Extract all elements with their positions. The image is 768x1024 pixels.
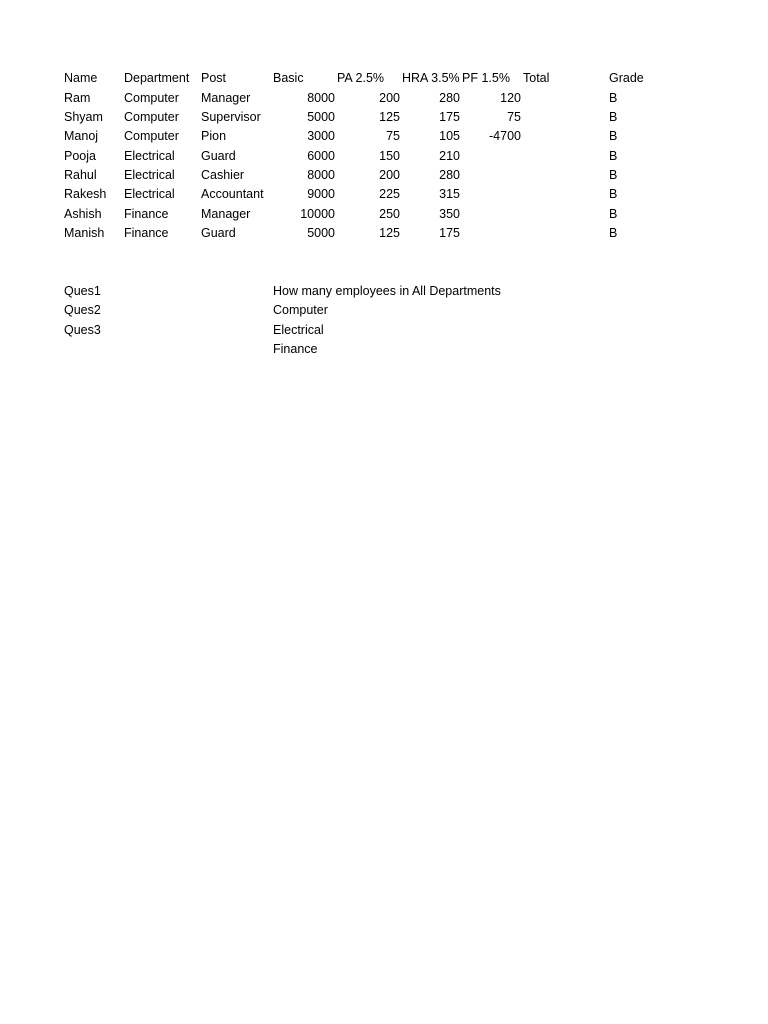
cell-hra[interactable]: 280 [439, 168, 460, 182]
cell-pa[interactable]: 250 [379, 207, 400, 221]
cell-pf[interactable] [462, 147, 521, 166]
cell-department[interactable]: Computer [124, 110, 179, 124]
cell-department[interactable]: Computer [124, 129, 179, 143]
cell-pf[interactable] [462, 224, 521, 243]
cell-department[interactable]: Electrical [124, 168, 175, 182]
header-post[interactable]: Post [201, 71, 227, 85]
cell-basic[interactable]: 8000 [307, 168, 335, 182]
cell-name[interactable]: Rakesh [64, 187, 107, 201]
cell-name[interactable]: Pooja [64, 149, 96, 163]
cell-name[interactable]: Manoj [64, 129, 99, 143]
cell-pa[interactable]: 200 [379, 91, 400, 105]
cell-basic[interactable]: 6000 [307, 149, 335, 163]
cell-pa[interactable]: 150 [379, 149, 400, 163]
cell-name[interactable]: Rahul [64, 168, 97, 182]
cell-hra[interactable]: 210 [439, 149, 460, 163]
question-text[interactable]: How many employees in All Departments [273, 284, 501, 298]
cell-department[interactable]: Computer [124, 91, 179, 105]
question-label-2[interactable]: Ques2 [64, 303, 101, 317]
cell-pf[interactable]: -4700 [489, 129, 521, 143]
cell-basic[interactable]: 5000 [307, 226, 335, 240]
question-dept-computer[interactable]: Computer [273, 303, 328, 317]
cell-grade[interactable]: B [609, 187, 618, 201]
cell-post[interactable]: Guard [201, 149, 236, 163]
cell-grade[interactable]: B [609, 168, 618, 182]
cell-name[interactable]: Ashish [64, 207, 102, 221]
header-basic[interactable]: Basic [273, 71, 304, 85]
cell-post[interactable]: Manager [201, 91, 251, 105]
cell-hra[interactable]: 280 [439, 91, 460, 105]
cell-pf[interactable]: 120 [500, 91, 521, 105]
cell-pa[interactable]: 125 [379, 110, 400, 124]
cell-department[interactable]: Electrical [124, 149, 175, 163]
question-dept-electrical[interactable]: Electrical [273, 323, 324, 337]
cell-grade[interactable]: B [609, 149, 618, 163]
question-dept-finance[interactable]: Finance [273, 342, 318, 356]
cell-hra[interactable]: 175 [439, 226, 460, 240]
cell-basic[interactable]: 9000 [307, 187, 335, 201]
cell-basic[interactable]: 5000 [307, 110, 335, 124]
cell-post[interactable]: Manager [201, 207, 251, 221]
cell-grade[interactable]: B [609, 226, 618, 240]
cell-grade[interactable]: B [609, 207, 618, 221]
cell-name[interactable]: Ram [64, 91, 91, 105]
cell-post[interactable]: Guard [201, 226, 236, 240]
cell-pa[interactable]: 75 [386, 129, 400, 143]
header-hra[interactable]: HRA 3.5% [402, 71, 460, 85]
cell-hra[interactable]: 105 [439, 129, 460, 143]
cell-grade[interactable]: B [609, 91, 618, 105]
cell-hra[interactable]: 350 [439, 207, 460, 221]
cell-post[interactable]: Accountant [201, 187, 264, 201]
cell-pa[interactable]: 125 [379, 226, 400, 240]
header-pa[interactable]: PA 2.5% [337, 71, 385, 85]
header-name[interactable]: Name [64, 71, 98, 85]
cell-pa[interactable]: 200 [379, 168, 400, 182]
cell-grade[interactable]: B [609, 110, 618, 124]
header-total[interactable]: Total [523, 71, 550, 85]
cell-basic[interactable]: 8000 [307, 91, 335, 105]
cell-department[interactable]: Electrical [124, 187, 175, 201]
cell-department[interactable]: Finance [124, 207, 169, 221]
cell-post[interactable]: Supervisor [201, 110, 261, 124]
header-grade[interactable]: Grade [609, 71, 644, 85]
cell-pf[interactable] [462, 185, 521, 204]
cell-post[interactable]: Cashier [201, 168, 245, 182]
cell-hra[interactable]: 315 [439, 187, 460, 201]
cell-department[interactable]: Finance [124, 226, 169, 240]
cell-pf[interactable]: 75 [507, 110, 521, 124]
cell-basic[interactable]: 3000 [307, 129, 335, 143]
cell-grade[interactable]: B [609, 129, 618, 143]
cell-name[interactable]: Manish [64, 226, 105, 240]
cell-basic[interactable]: 10000 [300, 207, 335, 221]
question-label-3[interactable]: Ques3 [64, 323, 101, 337]
header-department[interactable]: Department [124, 71, 190, 85]
question-label-1[interactable]: Ques1 [64, 284, 101, 298]
cell-name[interactable]: Shyam [64, 110, 103, 124]
cell-pa[interactable]: 225 [379, 187, 400, 201]
cell-pf[interactable] [462, 166, 521, 185]
cell-hra[interactable]: 175 [439, 110, 460, 124]
cell-pf[interactable] [462, 205, 521, 224]
cell-post[interactable]: Pion [201, 129, 227, 143]
header-pf[interactable]: PF 1.5% [462, 71, 510, 85]
